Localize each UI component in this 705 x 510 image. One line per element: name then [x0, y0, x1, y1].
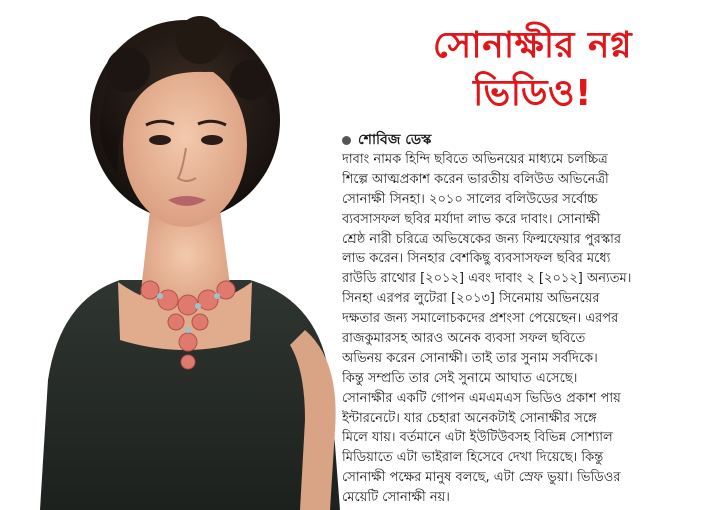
body-line: সিনহা এরপর লুটেরা [২০১৩] সিনেমায় অভিনয়ের [342, 291, 600, 307]
body-line: সোনাক্ষীর একটি গোপন এমএমএস ভিডিও প্রকাশ পায় [342, 390, 621, 406]
headline-line-1: সোনাক্ষীর নগ্ন [432, 25, 633, 66]
body-line: ইন্টারনেটে। যার চেহারা অনেকটাই সোনাক্ষীর সঙ্গে [342, 410, 597, 426]
body-line: শিল্পে আত্মপ্রকাশ করেন ভারতীয় বলিউড অভিনেত্রী [342, 171, 609, 187]
body-line: মিডিয়াতে এটা ভাইরাল হিসেবে দেখা দিয়েছে। কিন্তু [342, 450, 604, 466]
byline-text: শোবিজ ডেস্ক [358, 132, 432, 148]
body-line: মিলে যায়। বর্তমানে এটা ইউটিউবসহ বিভিন্ন সোশ্যাল [342, 430, 613, 446]
bullet-icon [342, 136, 351, 145]
body-line: কিন্তু সম্প্রতি তার সেই সুনামে আঘাত এসেছে। [342, 370, 578, 386]
headline-line-2: ভিডিও! [473, 73, 592, 114]
body-line: সোনাক্ষী সিনহা। ২০১০ সালের বলিউডের সর্বোচ্চ [342, 191, 598, 207]
body-line: শ্রেষ্ঠ নারী চরিত্রে অভিষেকের জন্য ফিল্মফেয়ার পুরস্কার [342, 231, 622, 247]
article-body [342, 150, 697, 508]
body-line: ব্যবসাসফল ছবির মর্যাদা লাভ করে দাবাং। সোনাক্ষী [342, 211, 601, 227]
byline [342, 130, 431, 150]
body-line: দাবাং নামক হিন্দি ছবিতে অভিনয়ের মাধ্যমে চলচ্চিত্র [342, 152, 608, 167]
body-line: রাজকুমারসহ আরও অনেক ব্যবসা সফল ছবিতে [342, 331, 586, 347]
body-line: লাভ করেন। সিনহার বেশকিছু ব্যবসাসফল ছবির মধ্যে [342, 251, 611, 267]
body-line: রাউডি রাথোর [২০১২] এবং দাবাং ২ [২০১২] অন্যতম। [342, 271, 632, 287]
body-line: মেয়েটি সোনাক্ষী নয়। [342, 490, 450, 506]
body-line: অভিনয় করেন সোনাক্ষী। তাই তার সুনাম সর্বদিকে। [342, 350, 598, 366]
headline [360, 22, 705, 118]
body-line: দক্ষতার জন্য সমালোচকদের প্রশংসা পেয়েছেন। এরপর [342, 311, 619, 327]
body-line: সোনাক্ষী পক্ষের মানুষ বলছে, এটা স্রেফ ভুয়া। ভিডিওর [342, 470, 621, 486]
